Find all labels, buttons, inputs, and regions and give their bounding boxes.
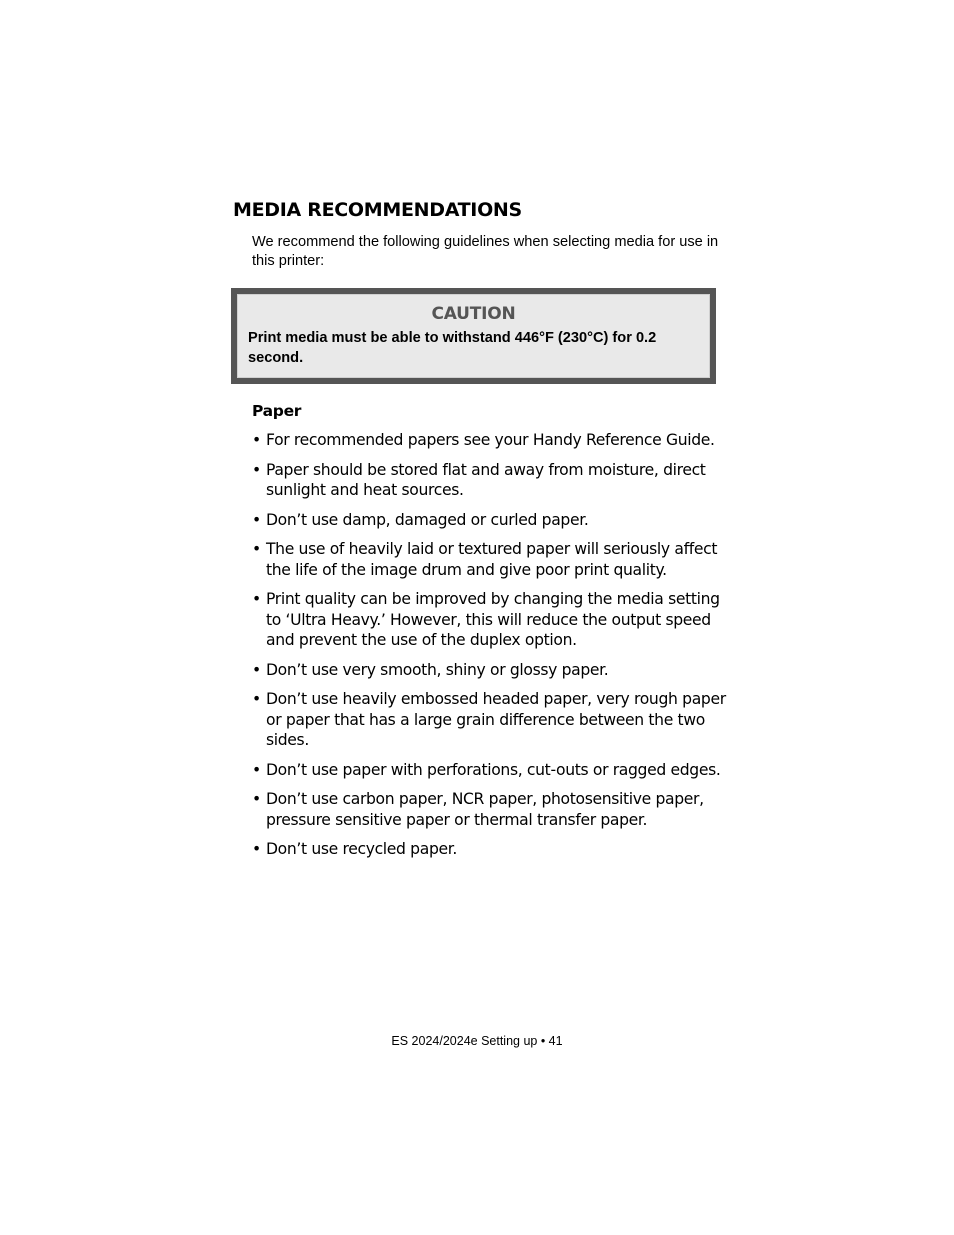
- bullet-icon: •: [252, 840, 261, 858]
- bullet-icon: •: [252, 590, 261, 608]
- caution-text: Print media must be able to withstand 446°F (230°C) for 0.2 second.: [248, 330, 657, 366]
- list-item: [252, 789, 727, 830]
- caution-title: CAUTION: [431, 304, 516, 324]
- list-item: [252, 430, 727, 451]
- list-item: [252, 689, 727, 751]
- list-item-text: Don’t use very smooth, shiny or glossy paper.: [266, 660, 609, 679]
- list-item-text: Don’t use paper with perforations, cut-outs or ragged edges.: [266, 760, 721, 779]
- paper-heading: Paper: [252, 402, 302, 420]
- page-footer: ES 2024/2024e Setting up • 41: [391, 1034, 563, 1048]
- list-item-text: The use of heavily laid or textured paper will seriously affect the life of the image drum and give poor print quality.: [266, 540, 718, 579]
- list-item-text: For recommended papers see your Handy Reference Guide.: [266, 431, 715, 449]
- bullet-icon: •: [252, 510, 261, 529]
- section-title: MEDIA RECOMMENDATIONS: [233, 199, 522, 221]
- list-item: [252, 839, 727, 860]
- bullet-icon: •: [252, 540, 261, 558]
- intro-paragraph: We recommend the following guidelines when selecting media for use in this printer:: [252, 234, 719, 269]
- list-item: [252, 660, 727, 681]
- bullet-icon: •: [252, 660, 261, 679]
- bullet-icon: •: [252, 690, 261, 708]
- bullet-icon: •: [252, 431, 261, 449]
- list-item: [252, 539, 727, 580]
- paper-guidelines-list: [252, 430, 727, 869]
- list-item: [252, 589, 727, 651]
- list-item-text: Don’t use damp, damaged or curled paper.: [266, 510, 589, 529]
- list-item: [252, 510, 727, 531]
- list-item-text: Don’t use recycled paper.: [266, 840, 457, 858]
- list-item: [252, 760, 727, 781]
- list-item-text: Print quality can be improved by changing the media setting to ‘Ultra Heavy.’ However, this will reduce the output speed and prevent the use of the duplex option.: [266, 590, 720, 649]
- list-item-text: Don’t use heavily embossed headed paper, very rough paper or paper that has a large grain difference between the two sides.: [266, 690, 726, 749]
- list-item-text: Paper should be stored flat and away from moisture, direct sunlight and heat sources.: [266, 460, 706, 499]
- bullet-icon: •: [252, 460, 261, 479]
- bullet-icon: •: [252, 790, 261, 808]
- caution-box: [231, 288, 716, 384]
- list-item: [252, 460, 727, 501]
- bullet-icon: •: [252, 760, 261, 779]
- list-item-text: Don’t use carbon paper, NCR paper, photosensitive paper, pressure sensitive paper or thermal transfer paper.: [266, 790, 704, 829]
